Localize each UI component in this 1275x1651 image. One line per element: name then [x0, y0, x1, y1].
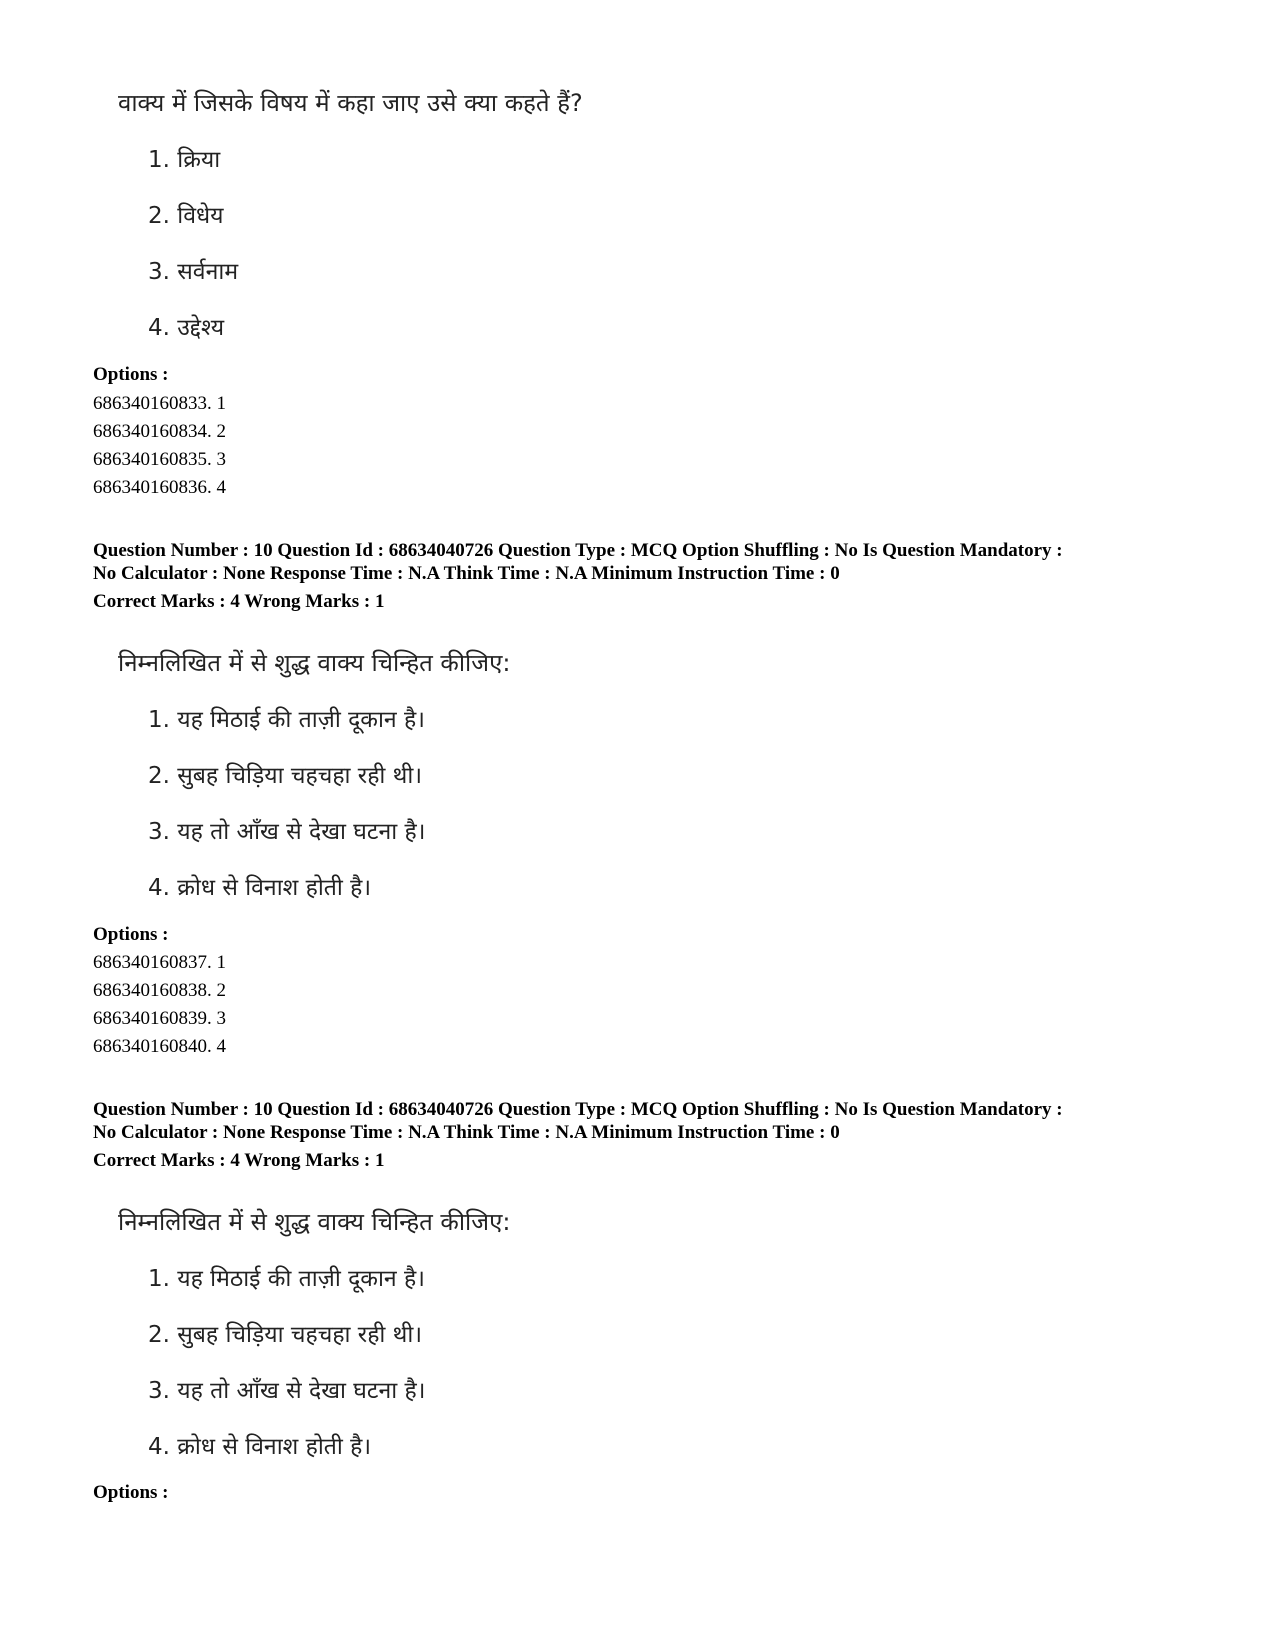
option-id-1: 686340160837. 1 — [93, 952, 226, 973]
choice-1: 1. यह मिठाई की ताज़ी दूकान है। — [148, 707, 425, 733]
option-id-4: 686340160836. 4 — [93, 477, 226, 498]
choice-3: 3. यह तो आँख से देखा घटना है। — [148, 1378, 426, 1404]
question-meta-line-1: Question Number : 10 Question Id : 68634040726 Question Type : MCQ Option Shuffling : No Is Question Mandatory : — [93, 540, 1063, 561]
option-id-2: 686340160838. 2 — [93, 980, 226, 1001]
options-label: Options : — [93, 924, 169, 945]
options-label: Options : — [93, 1482, 169, 1503]
option-id-4: 686340160840. 4 — [93, 1036, 226, 1057]
question-meta-line-1: Question Number : 10 Question Id : 68634040726 Question Type : MCQ Option Shuffling : No Is Question Mandatory : — [93, 1099, 1063, 1120]
choice-2: 2. सुबह चिड़िया चहचहा रही थी। — [148, 763, 423, 789]
choice-4: 4. क्रोध से विनाश होती है। — [148, 875, 372, 901]
question-stem: निम्नलिखित में से शुद्ध वाक्य चिन्हित कीजिए: — [118, 1208, 511, 1236]
choice-2: 2. विधेय — [148, 203, 224, 229]
choice-3: 3. यह तो आँख से देखा घटना है। — [148, 819, 426, 845]
choice-4: 4. उद्देश्य — [148, 315, 225, 341]
choice-2: 2. सुबह चिड़िया चहचहा रही थी। — [148, 1322, 423, 1348]
question-stem: वाक्य में जिसके विषय में कहा जाए उसे क्या कहते हैं? — [118, 89, 583, 117]
option-id-3: 686340160835. 3 — [93, 449, 226, 470]
question-marks: Correct Marks : 4 Wrong Marks : 1 — [93, 591, 385, 612]
question-stem: निम्नलिखित में से शुद्ध वाक्य चिन्हित कीजिए: — [118, 649, 511, 677]
question-meta-line-2: No Calculator : None Response Time : N.A Think Time : N.A Minimum Instruction Time : 0 — [93, 1122, 840, 1143]
choice-4: 4. क्रोध से विनाश होती है। — [148, 1434, 372, 1460]
question-meta-line-2: No Calculator : None Response Time : N.A Think Time : N.A Minimum Instruction Time : 0 — [93, 563, 840, 584]
choice-1: 1. यह मिठाई की ताज़ी दूकान है। — [148, 1266, 425, 1292]
option-id-3: 686340160839. 3 — [93, 1008, 226, 1029]
question-marks: Correct Marks : 4 Wrong Marks : 1 — [93, 1150, 385, 1171]
choice-3: 3. सर्वनाम — [148, 259, 239, 285]
options-label: Options : — [93, 364, 169, 385]
option-id-1: 686340160833. 1 — [93, 393, 226, 414]
choice-1: 1. क्रिया — [148, 147, 221, 173]
option-id-2: 686340160834. 2 — [93, 421, 226, 442]
